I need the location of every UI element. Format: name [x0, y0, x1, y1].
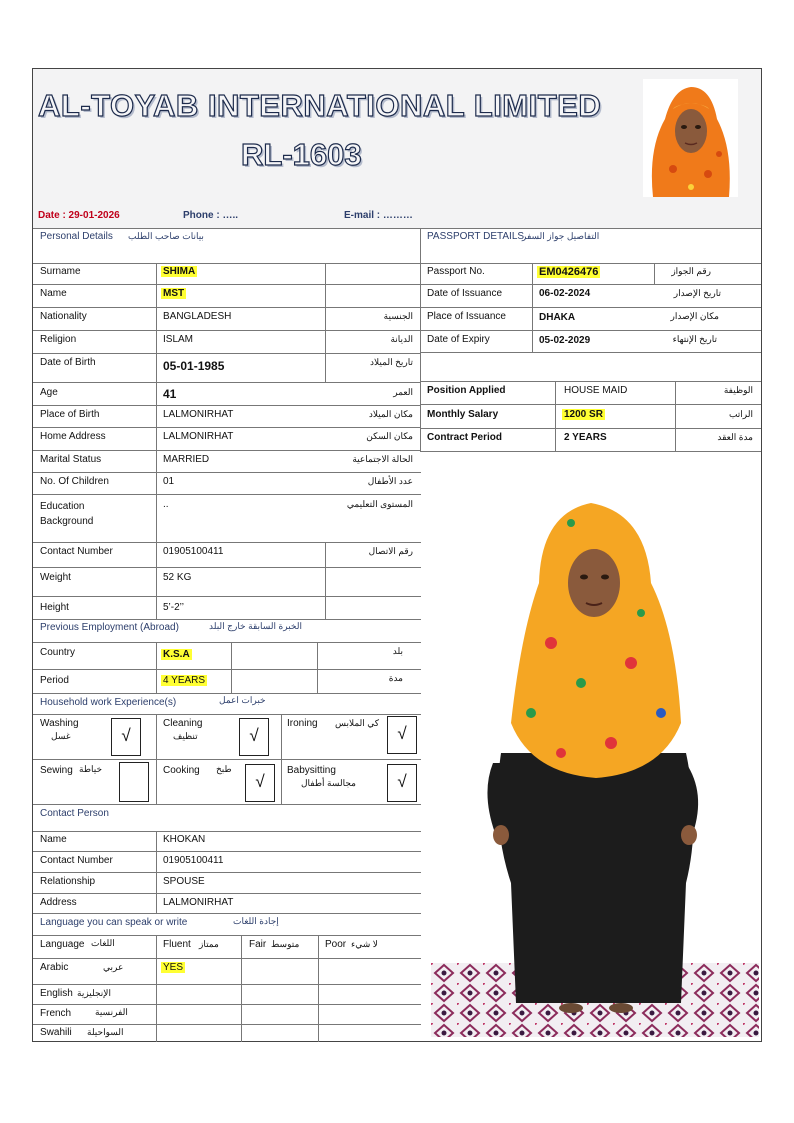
row-contact-name: Name KHOKAN — [33, 831, 421, 852]
skill-washing: Washing — [40, 718, 79, 729]
contact-person-title: Contact Person — [40, 808, 109, 819]
form-phone: Phone : ….. — [183, 210, 238, 221]
surname-value: SHIMA — [163, 266, 196, 277]
contact-person-section — [33, 805, 421, 914]
row-lang-arabic: Arabic عربي YES — [33, 959, 421, 985]
household-experience-section: Household work Experience(s) خبرات اعمل Washing غسل √ Cleaning تنظيف √ Ironing كي الملابس √ Sewing خياطة Cooking طبخ √ Babysitting مجالسة أطفال √ — [33, 694, 421, 805]
skill-cooking: Cooking — [163, 765, 200, 776]
reference-code: RL-1603 — [241, 137, 362, 172]
row-age: Age 41 العمر — [33, 383, 421, 406]
row-lang-french: French الفرنسية — [33, 1005, 421, 1025]
passport-details-table — [421, 263, 761, 452]
household-title-ar: خبرات اعمل — [219, 695, 266, 705]
salary-value: 1200 SR — [564, 409, 603, 420]
skill-cleaning: Cleaning — [163, 718, 203, 729]
row-place-of-issuance: Place of Issuance DHAKA مكان الإصدار — [421, 308, 761, 331]
language-title-ar: إجادة اللغات — [233, 916, 279, 926]
previous-employment-title: Previous Employment (Abroad) — [40, 622, 179, 633]
language-header-row: Language اللغات Fluent ممتاز Fair متوسط Poor لا شيء — [33, 935, 421, 959]
personal-details-title: Personal Details — [40, 231, 113, 242]
row-contract-period: Contract Period 2 YEARS مدة العقد — [421, 429, 761, 452]
row-weight: Weight 52 KG — [33, 568, 421, 597]
row-height: Height 5’-2’’ — [33, 597, 421, 620]
row-home-address: Home Address LALMONIRHAT مكان السكن — [33, 428, 421, 451]
previous-employment-title-ar: الخبرة السابقة خارج البلد — [209, 621, 302, 631]
skill-sewing: Sewing — [40, 765, 73, 776]
row-lang-swahili: Swahili السواحيلة — [40, 1027, 124, 1038]
row-relationship: Relationship SPOUSE — [33, 873, 421, 894]
checkbox-cleaning[interactable]: √ — [239, 718, 269, 756]
row-position-applied: Position Applied HOUSE MAID الوظيفة — [421, 381, 761, 405]
row-contact-number-2: Contact Number 01905100411 — [33, 852, 421, 873]
checkbox-sewing[interactable] — [119, 762, 149, 802]
row-date-of-birth: Date of Birth 05-01-1985 تاريخ الميلاد — [33, 354, 421, 383]
skill-ironing: Ironing — [287, 718, 318, 729]
personal-details-table — [33, 263, 421, 620]
row-surname: Surname SHIMA — [33, 263, 421, 285]
checkbox-washing[interactable]: √ — [111, 718, 141, 756]
checkbox-babysitting[interactable]: √ — [387, 764, 417, 802]
row-date-of-issuance: Date of Issuance 06-02-2024 تاريخ الإصدار — [421, 285, 761, 308]
checkbox-ironing[interactable]: √ — [387, 716, 417, 754]
form-date: Date : 29-01-2026 — [38, 210, 120, 221]
row-contact-number: Contact Number 01905100411 رقم الاتصال — [33, 543, 421, 568]
personal-details-title-ar: بيانات صاحب الطلب — [128, 231, 204, 241]
full-body-photo — [431, 463, 759, 1037]
previous-employment-section — [33, 620, 421, 694]
row-monthly-salary: Monthly Salary 1200 SR الراتب — [421, 405, 761, 429]
skill-babysitting: Babysitting — [287, 765, 336, 776]
checkbox-cooking[interactable]: √ — [245, 764, 275, 802]
row-passport-no: Passport No. EM0426476 رقم الجواز — [421, 263, 761, 285]
row-nationality: Nationality BANGLADESH الجنسية — [33, 308, 421, 331]
row-lang-english: English الإنجليزية — [33, 985, 421, 1005]
row-date-of-expiry: Date of Expiry 05-02-2029 تاريخ الإنتهاء — [421, 331, 761, 353]
name-value: MST — [163, 288, 185, 299]
language-title: Language you can speak or write — [40, 917, 188, 928]
row-period: Period 4 YEARS مدة — [33, 670, 421, 694]
company-name: AL-TOYAB INTERNATIONAL LIMITED — [38, 88, 602, 123]
passport-details-title: PASSPORT DETAILS — [427, 231, 525, 242]
form-email: E-mail : ……… — [344, 210, 413, 221]
passport-details-title-ar: التفاصيل جواز السفر — [522, 231, 600, 241]
household-title: Household work Experience(s) — [40, 697, 177, 708]
row-religion: Religion ISLAM الديانة — [33, 331, 421, 354]
passport-photo — [643, 79, 738, 197]
row-place-of-birth: Place of Birth LALMONIRHAT مكان الميلاد — [33, 406, 421, 428]
row-country: Country K.S.A بلد — [33, 643, 421, 670]
row-name: Name MST — [33, 285, 421, 308]
row-education: Education Background .. المستوى التعليمي — [33, 495, 421, 543]
row-marital-status: Marital Status MARRIED الحالة الاجتماعية — [33, 451, 421, 473]
passport-no-value: EM0426476 — [539, 266, 599, 278]
row-children: No. Of Children 01 عدد الأطفال — [33, 473, 421, 495]
row-address: Address LALMONIRHAT — [33, 894, 421, 914]
language-section — [33, 914, 421, 1042]
